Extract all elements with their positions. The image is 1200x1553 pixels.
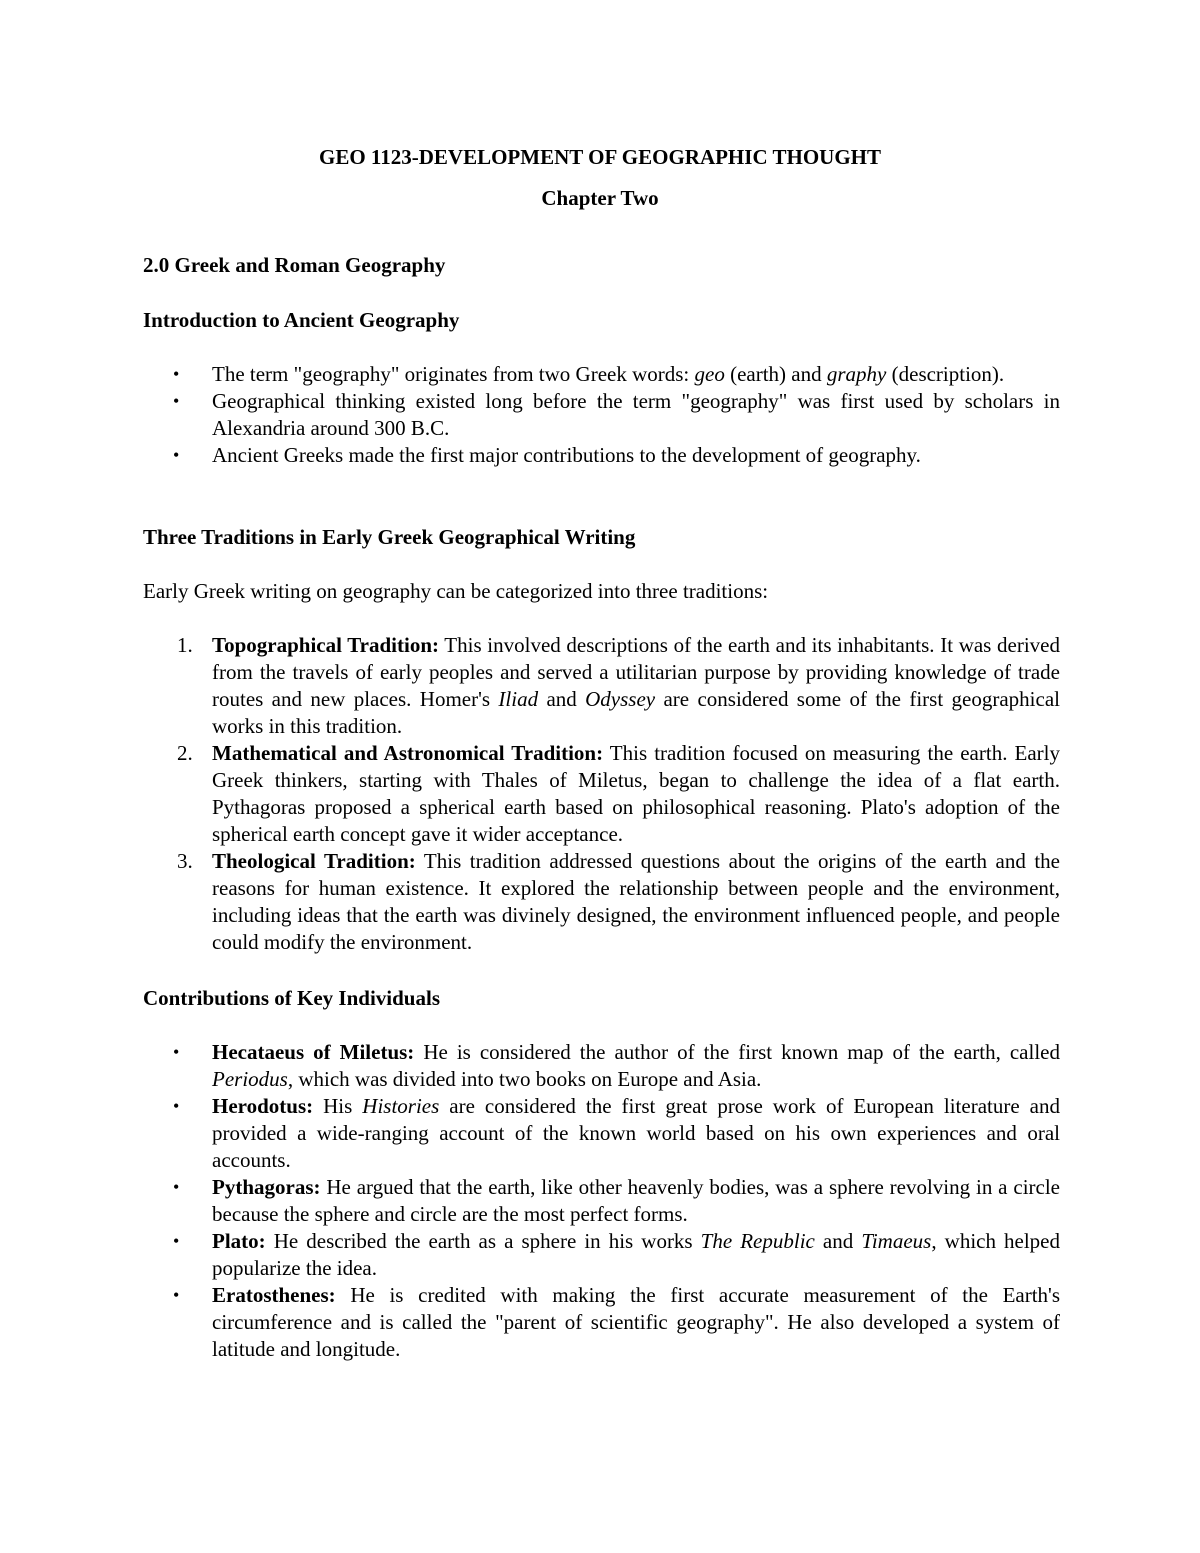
list-item: 2. Mathematical and Astronomical Tradition: This tradition focused on measuring the earth. Early Greek thinkers, starting with Thales of Miletus, began to challenge the idea of a flat earth. Pythagoras proposed a spherical earth based on philosophical reasoning. Plato's adoption of the spherical earth concept gave it wider acceptance.: [177, 741, 1061, 846]
intro-heading: Introduction to Ancient Geography: [143, 308, 460, 332]
list-item: • Hecataeus of Miletus: He is considered the author of the first known map of the earth, called Periodus, which was divided into two books on Europe and Asia.: [173, 1040, 1060, 1091]
list-item: 3. Theological Tradition: This tradition addressed questions about the origins of the earth and the reasons for human existence. It explored the relationship between people and the environment, including ideas that the earth was divinely designed, the environment influenced people, and people could modify the environment.: [177, 849, 1061, 954]
course-title: GEO 1123-DEVELOPMENT OF GEOGRAPHIC THOUGHT: [318, 145, 881, 169]
contributions-list: [143, 1039, 1060, 1363]
list-item: • Plato: He described the earth as a sphere in his works The Republic and Timaeus, which helped popularize the idea.: [173, 1229, 1061, 1280]
list-item: • The term "geography" originates from two Greek words: geo (earth) and graphy (description).: [173, 362, 1005, 386]
traditions-list: [143, 632, 1060, 956]
bullet-icon: •: [173, 445, 180, 465]
bullet-icon: •: [173, 1042, 180, 1062]
traditions-heading: Three Traditions in Early Greek Geographical Writing: [143, 525, 636, 549]
list-number: 3.: [177, 849, 193, 873]
intro-list: [143, 361, 1060, 469]
bullet-icon: •: [173, 1285, 180, 1305]
list-number: 2.: [177, 741, 193, 765]
bullet-icon: •: [173, 364, 180, 384]
bullet-icon: •: [173, 1231, 180, 1251]
list-item: • Herodotus: His Histories are considered the first great prose work of European literature and provided a wide-ranging account of the known world based on his own experiences and oral accounts.: [173, 1094, 1060, 1172]
chapter-title: Chapter Two: [541, 186, 659, 210]
bullet-icon: •: [173, 1177, 180, 1197]
bullet-icon: •: [173, 391, 180, 411]
list-item: • Pythagoras: He argued that the earth, like other heavenly bodies, was a sphere revolving in a circle because the sphere and circle are the most perfect forms.: [173, 1175, 1060, 1226]
list-item: • Geographical thinking existed long before the term "geography" was first used by scholars in Alexandria around 300 B.C.: [173, 389, 1060, 440]
bullet-icon: •: [173, 1096, 180, 1116]
list-item: 1. Topographical Tradition: This involved descriptions of the earth and its inhabitants. It was derived from the travels of early peoples and served a utilitarian purpose by providing knowledge of trade routes and new places. Homer's Iliad and Odyssey are considered some of the first geographical works in this tradition.: [177, 633, 1060, 738]
traditions-lead: Early Greek writing on geography can be categorized into three traditions:: [143, 579, 769, 603]
list-item: • Eratosthenes: He is credited with making the first accurate measurement of the Earth's circumference and is called the "parent of scientific geography". He also developed a system of latitude and longitude.: [173, 1283, 1060, 1361]
contributions-heading: Contributions of Key Individuals: [143, 986, 440, 1010]
list-item: • Ancient Greeks made the first major contributions to the development of geography.: [173, 443, 921, 467]
list-number: 1.: [177, 633, 193, 657]
section-title: 2.0 Greek and Roman Geography: [143, 253, 446, 277]
